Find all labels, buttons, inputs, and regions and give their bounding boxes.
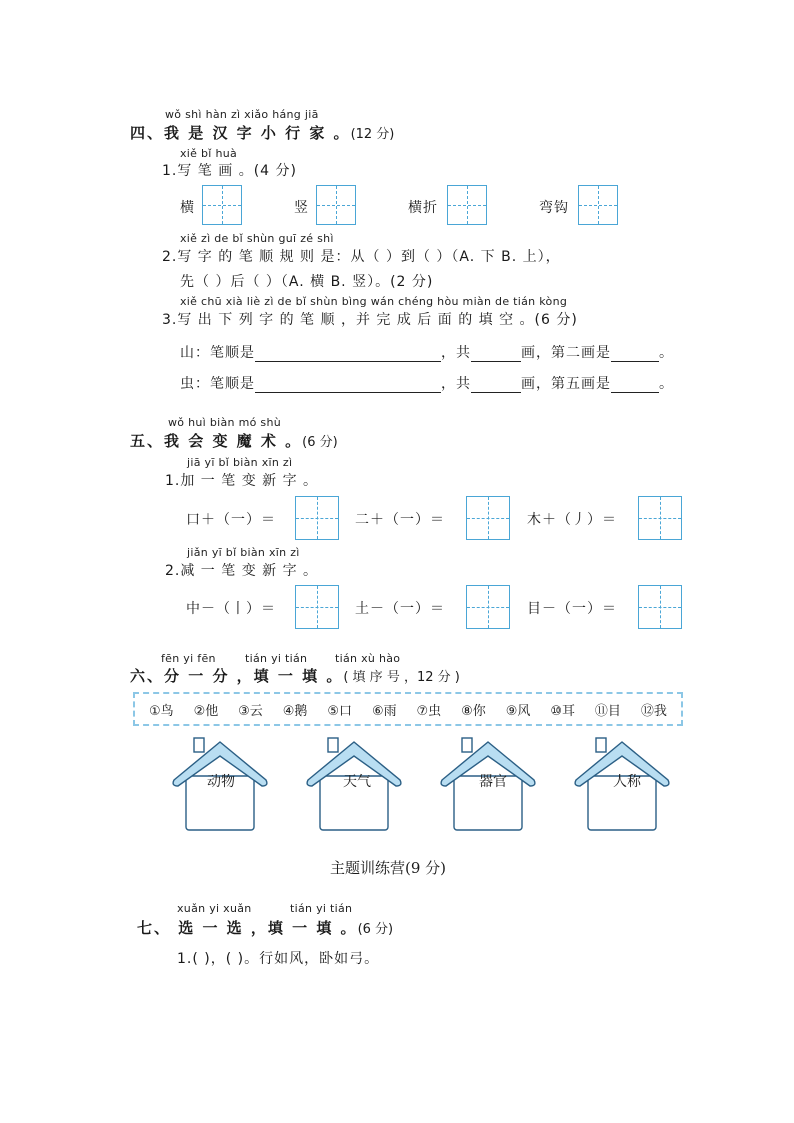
stroke-label-shu: 竖 xyxy=(294,200,309,216)
house-label-animals: 动物 xyxy=(207,774,235,790)
house-label-pronouns: 人称 xyxy=(613,774,641,790)
q1-pinyin: xiě bǐ huà xyxy=(180,147,238,160)
section4-pinyin: wǒ shì hàn zì xiǎo háng jiā xyxy=(165,108,319,121)
section5-score: (6 分) xyxy=(302,435,338,450)
s7q1-text: 1.( )，( )。行如风，卧如弓。 xyxy=(177,951,380,967)
section6-pinyin-2: tián yi tián xyxy=(245,652,308,665)
theme-camp-heading: 主题训练营(9 分) xyxy=(330,859,447,877)
writing-grid[interactable] xyxy=(295,585,339,629)
section4-title: 四、我 是 汉 字 小 行 家 。(12 分) xyxy=(130,124,395,142)
char-option: ⑪目 xyxy=(594,703,621,719)
q2-line2: 先（ ）后（ ）（A. 横 B. 竖）。(2 分) xyxy=(180,274,434,290)
answer-blank[interactable] xyxy=(255,376,441,393)
char-option: ⑥雨 xyxy=(371,703,397,719)
writing-grid[interactable] xyxy=(316,185,356,225)
char-option: ⑨风 xyxy=(505,703,531,719)
add-stroke-expr-3: 木＋（丿）＝ xyxy=(527,512,617,528)
stroke-order-row-shan: 山：笔顺是 ，共 画，第二画是 。 xyxy=(180,345,674,361)
stroke-label-wangou: 弯钩 xyxy=(539,200,569,216)
section6-pinyin-1: fēn yi fēn xyxy=(161,652,216,665)
remove-stroke-expr-2: 土－（一）＝ xyxy=(355,601,445,617)
section7-pinyin-2: tián yi tián xyxy=(290,902,353,915)
char-option: ①鸟 xyxy=(148,703,174,719)
char-option: ⑫我 xyxy=(640,703,667,719)
stroke-label-heng: 横 xyxy=(180,200,195,216)
q1-text: 1.写 笔 画 。(4 分) xyxy=(162,163,297,179)
answer-blank[interactable] xyxy=(471,376,521,393)
stroke-order-row-chong: 虫：笔顺是 ，共 画，第五画是 。 xyxy=(180,376,674,392)
house-label-weather: 天气 xyxy=(343,774,371,790)
char-option: ③云 xyxy=(238,703,263,719)
writing-grid[interactable] xyxy=(447,185,487,225)
remove-stroke-expr-3: 目－（一）＝ xyxy=(527,601,617,617)
category-houses xyxy=(170,736,690,836)
char-option: ⑤口 xyxy=(327,703,352,719)
section7-score: (6 分) xyxy=(357,922,394,937)
q3-pinyin: xiě chū xià liè zì de bǐ shùn bìng wán chéng hòu miàn de tián kòng xyxy=(180,295,568,308)
s5q1-text: 1.加 一 笔 变 新 字 。 xyxy=(165,473,319,489)
writing-grid[interactable] xyxy=(466,585,510,629)
section6-score: ( 填 序 号 ，12 分 ) xyxy=(343,670,460,685)
stroke-label-hengzhe: 横折 xyxy=(408,200,438,216)
writing-grid[interactable] xyxy=(295,496,339,540)
section6-title: 六、分 一 分 ，填 一 填 。( 填 序 号 ，12 分 ) xyxy=(130,667,460,685)
s5q2-text: 2.减 一 笔 变 新 字 。 xyxy=(165,563,319,579)
answer-blank[interactable] xyxy=(255,345,441,362)
s5q1-pinyin: jiā yī bǐ biàn xīn zì xyxy=(187,456,293,469)
section7-title: 七、 选 一 选 ，填 一 填 。(6 分) xyxy=(137,919,394,937)
q2-pinyin: xiě zì de bǐ shùn guī zé shì xyxy=(180,232,334,245)
house-label-organs: 器官 xyxy=(479,774,507,790)
char-option: ⑦虫 xyxy=(416,703,442,719)
add-stroke-expr-2: 二＋（一）＝ xyxy=(355,512,445,528)
char-option: ④鹅 xyxy=(282,703,308,719)
q2-line1: 2.写 字 的 笔 顺 规 则 是：从（ ）到（ ）（A. 下 B. 上）， xyxy=(162,249,561,265)
add-stroke-expr-1: 口＋（一）＝ xyxy=(186,512,276,528)
section5-title: 五、我 会 变 魔 术 。(6 分) xyxy=(130,432,338,450)
writing-grid[interactable] xyxy=(466,496,510,540)
remove-stroke-expr-1: 中－（丨）＝ xyxy=(186,601,276,617)
char-option: ②他 xyxy=(193,703,219,719)
writing-grid[interactable] xyxy=(202,185,242,225)
answer-blank[interactable] xyxy=(611,345,659,362)
character-bank xyxy=(133,692,683,726)
answer-blank[interactable] xyxy=(471,345,521,362)
s5q2-pinyin: jiǎn yī bǐ biàn xīn zì xyxy=(187,546,300,559)
q3-text: 3.写 出 下 列 字 的 笔 顺 ，并 完 成 后 面 的 填 空 。(6 分) xyxy=(162,312,578,328)
char-option: ⑩耳 xyxy=(550,703,575,719)
section4-score: (12 分) xyxy=(350,127,395,142)
writing-grid[interactable] xyxy=(578,185,618,225)
answer-blank[interactable] xyxy=(611,376,659,393)
section6-pinyin-3: tián xù hào xyxy=(335,652,401,665)
char-option: ⑧你 xyxy=(461,703,486,719)
writing-grid[interactable] xyxy=(638,496,682,540)
section5-pinyin: wǒ huì biàn mó shù xyxy=(168,416,281,429)
writing-grid[interactable] xyxy=(638,585,682,629)
section7-pinyin-1: xuǎn yi xuǎn xyxy=(177,902,252,915)
